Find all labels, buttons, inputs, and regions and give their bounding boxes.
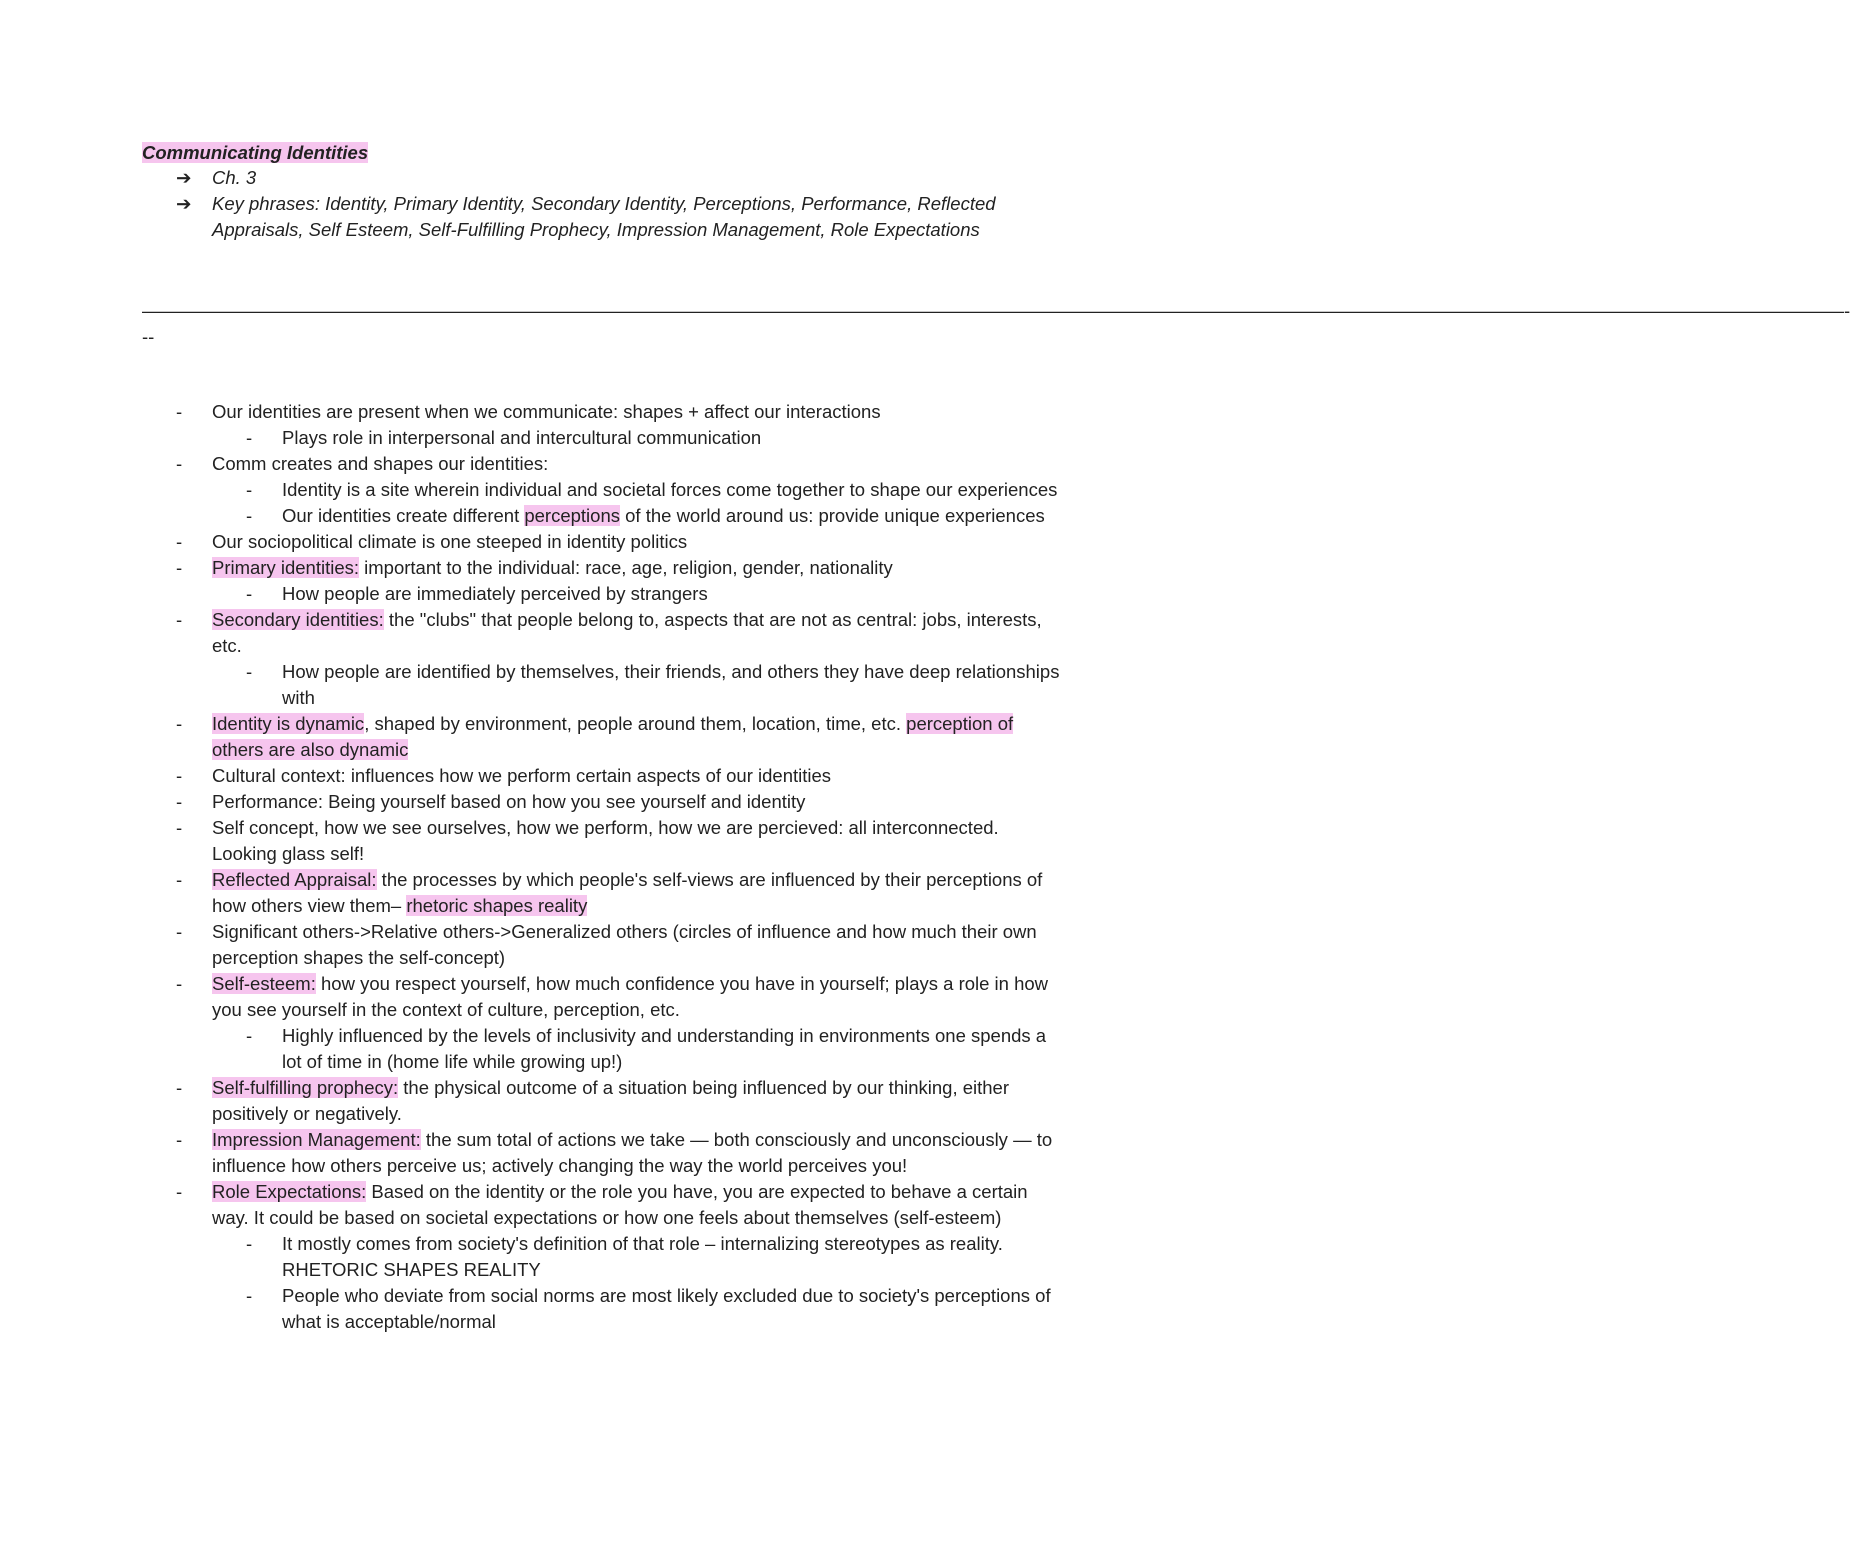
list-item (142, 1179, 1067, 1231)
note-text: the processes by which people's self-views are influenced by their perceptions of how others view them– (212, 869, 1043, 916)
bullet-dash: - (246, 1233, 253, 1254)
arrow-icon: ➔ (176, 193, 192, 214)
list-item (142, 607, 1067, 659)
sub-list-item (142, 425, 1067, 451)
bullet-dash: - (246, 661, 253, 682)
bullet-dash: - (176, 609, 183, 630)
list-item (142, 555, 1067, 581)
bullet-dash: - (176, 921, 183, 942)
sub-list-item (142, 477, 1067, 503)
bullet-dash: - (176, 1129, 183, 1150)
bullet-dash: - (176, 453, 183, 474)
bullet-dash: - (176, 1181, 183, 1202)
bullet-dash: - (176, 973, 183, 994)
bullet-dash: - (176, 765, 183, 786)
note-text: How people are identified by themselves, their friends, and others they have deep relationships with (282, 661, 1060, 708)
highlighted-term: rhetoric shapes reality (406, 895, 588, 916)
bullet-dash: - (176, 869, 183, 890)
highlighted-term: Role Expectations: (212, 1181, 367, 1202)
note-text: Significant others->Relative others->Generalized others (circles of influence and how much their own perception shapes the self-concept) (212, 921, 1037, 968)
bullet-dash: - (176, 1077, 183, 1098)
note-text: Plays role in interpersonal and intercultural communication (282, 427, 762, 448)
list-item (142, 815, 1067, 867)
header-item (142, 191, 1072, 243)
highlighted-term: perception of others are also dynamic (212, 713, 1014, 760)
chapter-label: Ch. 3 (212, 167, 257, 188)
arrow-icon: ➔ (176, 167, 192, 188)
note-text: the "clubs" that people belong to, aspects that are not as central: jobs, interests, etc. (212, 609, 1042, 656)
list-item (142, 399, 1067, 425)
list-item (142, 711, 1067, 763)
note-text: Performance: Being yourself based on how you see yourself and identity (212, 791, 806, 812)
bullet-dash: - (176, 713, 183, 734)
key-phrases: Key phrases: Identity, Primary Identity, Secondary Identity, Perceptions, Performance, Reflected Appraisals, Self Esteem, Self-Fulfilling Prophecy, Impression Management, Role Expectations (212, 193, 996, 240)
note-text: the sum total of actions we take — both consciously and unconsciously — to influence how others perceive us; actively changing the way the world perceives you! (212, 1129, 1053, 1176)
list-item (142, 1127, 1067, 1179)
note-text: Cultural context: influences how we perform certain aspects of our identities (212, 765, 832, 786)
sub-list-item (142, 1231, 1067, 1283)
highlighted-term: Self-esteem: (212, 973, 316, 994)
bullet-dash: - (246, 479, 253, 500)
sub-list-item (142, 1023, 1067, 1075)
highlighted-term: Reflected Appraisal: (212, 869, 377, 890)
bullet-dash: - (246, 427, 253, 448)
list-item (142, 789, 1067, 815)
note-text: Our sociopolitical climate is one steeped in identity politics (212, 531, 688, 552)
highlighted-term: Secondary identities: (212, 609, 384, 630)
list-item (142, 451, 1067, 477)
note-text: People who deviate from social norms are most likely excluded due to society's perceptions of what is acceptable/normal (282, 1285, 1051, 1332)
highlighted-term: Impression Management: (212, 1129, 421, 1150)
note-text: Our identities are present when we communicate: shapes + affect our interactions (212, 401, 881, 422)
note-text: important to the individual: race, age, religion, gender, nationality (359, 557, 893, 578)
highlighted-term: Self-fulfilling prophecy: (212, 1077, 399, 1098)
title-text: Communicating Identities (142, 142, 369, 163)
bullet-dash: - (176, 401, 183, 422)
bullet-dash: - (176, 791, 183, 812)
bullet-dash: - (246, 1285, 253, 1306)
bullet-dash: - (176, 557, 183, 578)
note-text: How people are immediately perceived by strangers (282, 583, 708, 604)
list-item (142, 763, 1067, 789)
note-text: the physical outcome of a situation being influenced by our thinking, either positively or negatively. (212, 1077, 1010, 1124)
highlighted-term: Identity is dynamic (212, 713, 365, 734)
list-item (142, 529, 1067, 555)
sub-list-item (142, 503, 1067, 529)
note-text: of the world around us: provide unique experiences (620, 505, 1045, 526)
note-text: Identity is a site wherein individual and societal forces come together to shape our experiences (282, 479, 1058, 500)
bullet-dash: - (176, 531, 183, 552)
bullet-dash: - (176, 817, 183, 838)
note-text: , shaped by environment, people around them, location, time, etc. (364, 713, 907, 734)
notes-list (142, 399, 1067, 1335)
highlighted-term: perceptions (524, 505, 620, 526)
sub-list-item (142, 1283, 1067, 1335)
list-item (142, 971, 1067, 1023)
note-text: how you respect yourself, how much confidence you have in yourself; plays a role in how you see yourself in the context of culture, perception, etc. (212, 973, 1049, 1020)
header-list (142, 165, 1072, 243)
highlighted-term: Primary identities: (212, 557, 360, 578)
sub-list-item (142, 581, 1067, 607)
list-item (142, 919, 1067, 971)
note-text: Highly influenced by the levels of inclusivity and understanding in environments one spends a lot of time in (home life while growing up!) (282, 1025, 1047, 1072)
header-item (142, 165, 1072, 191)
note-text: Comm creates and shapes our identities: (212, 453, 549, 474)
note-text: Our identities create different (282, 505, 525, 526)
page-title (142, 141, 368, 165)
note-text: Based on the identity or the role you have, you are expected to behave a certain way. It could be based on societal expectations or how one feels about themselves (self-esteem) (212, 1181, 1028, 1228)
note-text: It mostly comes from society's definition of that role – internalizing stereotypes as reality. RHETORIC SHAPES REALITY (282, 1233, 1003, 1280)
bullet-dash: - (246, 505, 253, 526)
list-item (142, 1075, 1067, 1127)
sub-list-item (142, 659, 1067, 711)
note-text: Self concept, how we see ourselves, how we perform, how we are percieved: all interconnected. Looking glass self! (212, 817, 999, 864)
bullet-dash: - (246, 583, 253, 604)
bullet-dash: - (246, 1025, 253, 1046)
divider-line: ————————————————————————————————————————————————————————————————————————————————————————————--- (142, 300, 1850, 347)
list-item (142, 867, 1067, 919)
